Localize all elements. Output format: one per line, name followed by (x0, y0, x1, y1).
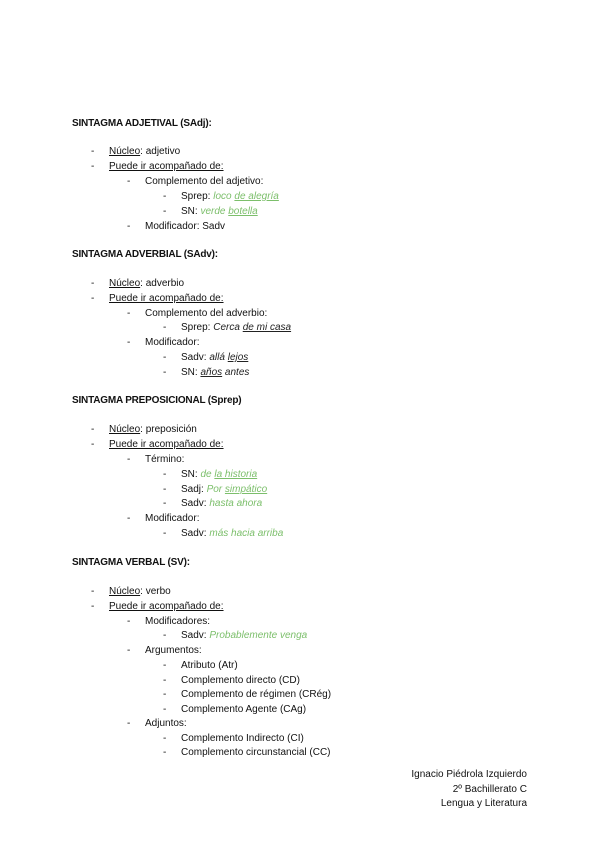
list-item-complemento: Complemento del adverbio: (145, 308, 268, 319)
list-item-sprep-example: Sprep: Cerca de mi casa (181, 322, 292, 333)
bullet-dash: - (127, 645, 131, 656)
list-item-sn-example: SN: de la historia (181, 469, 258, 480)
list-item-sadv-example: Sadv: Probablemente venga (181, 630, 308, 641)
bullet-dash: - (163, 206, 167, 217)
bullet-dash: - (91, 161, 95, 172)
list-item-cc: Complemento circunstancial (CC) (181, 747, 331, 758)
bullet-dash: - (163, 733, 167, 744)
list-item-sadj-example: Sadj: Por simpático (181, 484, 268, 495)
bullet-dash: - (127, 616, 131, 627)
list-item-sadv-example: Sadv: allá lejos (181, 352, 249, 363)
bullet-dash: - (91, 586, 95, 597)
bullet-dash: - (163, 675, 167, 686)
bullet-dash: - (91, 146, 95, 157)
list-item-complemento: Complemento del adjetivo: (145, 176, 264, 187)
bullet-dash: - (163, 498, 167, 509)
bullet-dash: - (127, 454, 131, 465)
list-item-termino: Término: (145, 454, 185, 465)
list-item-nucleo: Núcleo: verbo (109, 586, 171, 597)
bullet-dash: - (163, 484, 167, 495)
list-item-cd: Complemento directo (CD) (181, 675, 300, 686)
bullet-dash: - (163, 689, 167, 700)
bullet-dash: - (163, 352, 167, 363)
subject-label: Lengua y Literatura (440, 798, 527, 809)
bullet-dash: - (163, 191, 167, 202)
bullet-dash: - (127, 221, 131, 232)
bullet-dash: - (91, 601, 95, 612)
bullet-dash: - (163, 660, 167, 671)
bullet-dash: - (163, 469, 167, 480)
bullet-dash: - (91, 278, 95, 289)
list-item-cag: Complemento Agente (CAg) (181, 704, 307, 715)
heading-sintagma-adjetival: SINTAGMA ADJETIVAL (SAdj): (72, 118, 212, 129)
heading-sintagma-preposicional: SINTAGMA PREPOSICIONAL (Sprep) (72, 395, 242, 406)
list-item-sadv-example: Sadv: más hacia arriba (181, 528, 284, 539)
list-item-sadv-example: Sadv: hasta ahora (181, 498, 263, 509)
list-item-modificador: Modificador: Sadv (145, 221, 226, 232)
list-item-modificador: Modificador: (145, 337, 200, 348)
heading-sintagma-adverbial: SINTAGMA ADVERBIAL (SAdv): (72, 249, 218, 260)
bullet-dash: - (91, 293, 95, 304)
list-item-argumentos: Argumentos: (145, 645, 202, 656)
list-item-nucleo: Núcleo: adverbio (109, 278, 185, 289)
list-item-adjuntos: Adjuntos: (145, 718, 187, 729)
list-item-acompanado: Puede ir acompañado de: (109, 161, 224, 172)
bullet-dash: - (127, 337, 131, 348)
course-label: 2º Bachillerato C (452, 784, 527, 795)
list-item-sprep-example: Sprep: loco de alegría (181, 191, 279, 202)
bullet-dash: - (163, 630, 167, 641)
bullet-dash: - (127, 176, 131, 187)
bullet-dash: - (163, 322, 167, 333)
bullet-dash: - (91, 439, 95, 450)
list-item-atributo: Atributo (Atr) (181, 660, 238, 671)
bullet-dash: - (127, 308, 131, 319)
list-item-acompanado: Puede ir acompañado de: (109, 601, 224, 612)
heading-sintagma-verbal: SINTAGMA VERBAL (SV): (72, 557, 190, 568)
list-item-ci: Complemento Indirecto (CI) (181, 733, 304, 744)
bullet-dash: - (163, 747, 167, 758)
list-item-creg: Complemento de régimen (CRég) (181, 689, 332, 700)
bullet-dash: - (127, 718, 131, 729)
bullet-dash: - (127, 513, 131, 524)
author-name: Ignacio Piédrola Izquierdo (411, 769, 527, 780)
list-item-nucleo: Núcleo: adjetivo (109, 146, 181, 157)
list-item-nucleo: Núcleo: preposición (109, 424, 197, 435)
bullet-dash: - (91, 424, 95, 435)
list-item-sn-example: SN: verde botella (181, 206, 258, 217)
list-item-acompanado: Puede ir acompañado de: (109, 439, 224, 450)
list-item-modificadores: Modificadores: (145, 616, 211, 627)
list-item-acompanado: Puede ir acompañado de: (109, 293, 224, 304)
list-item-sn-example: SN: años antes (181, 367, 250, 378)
list-item-modificador: Modificador: (145, 513, 200, 524)
bullet-dash: - (163, 528, 167, 539)
bullet-dash: - (163, 367, 167, 378)
bullet-dash: - (163, 704, 167, 715)
